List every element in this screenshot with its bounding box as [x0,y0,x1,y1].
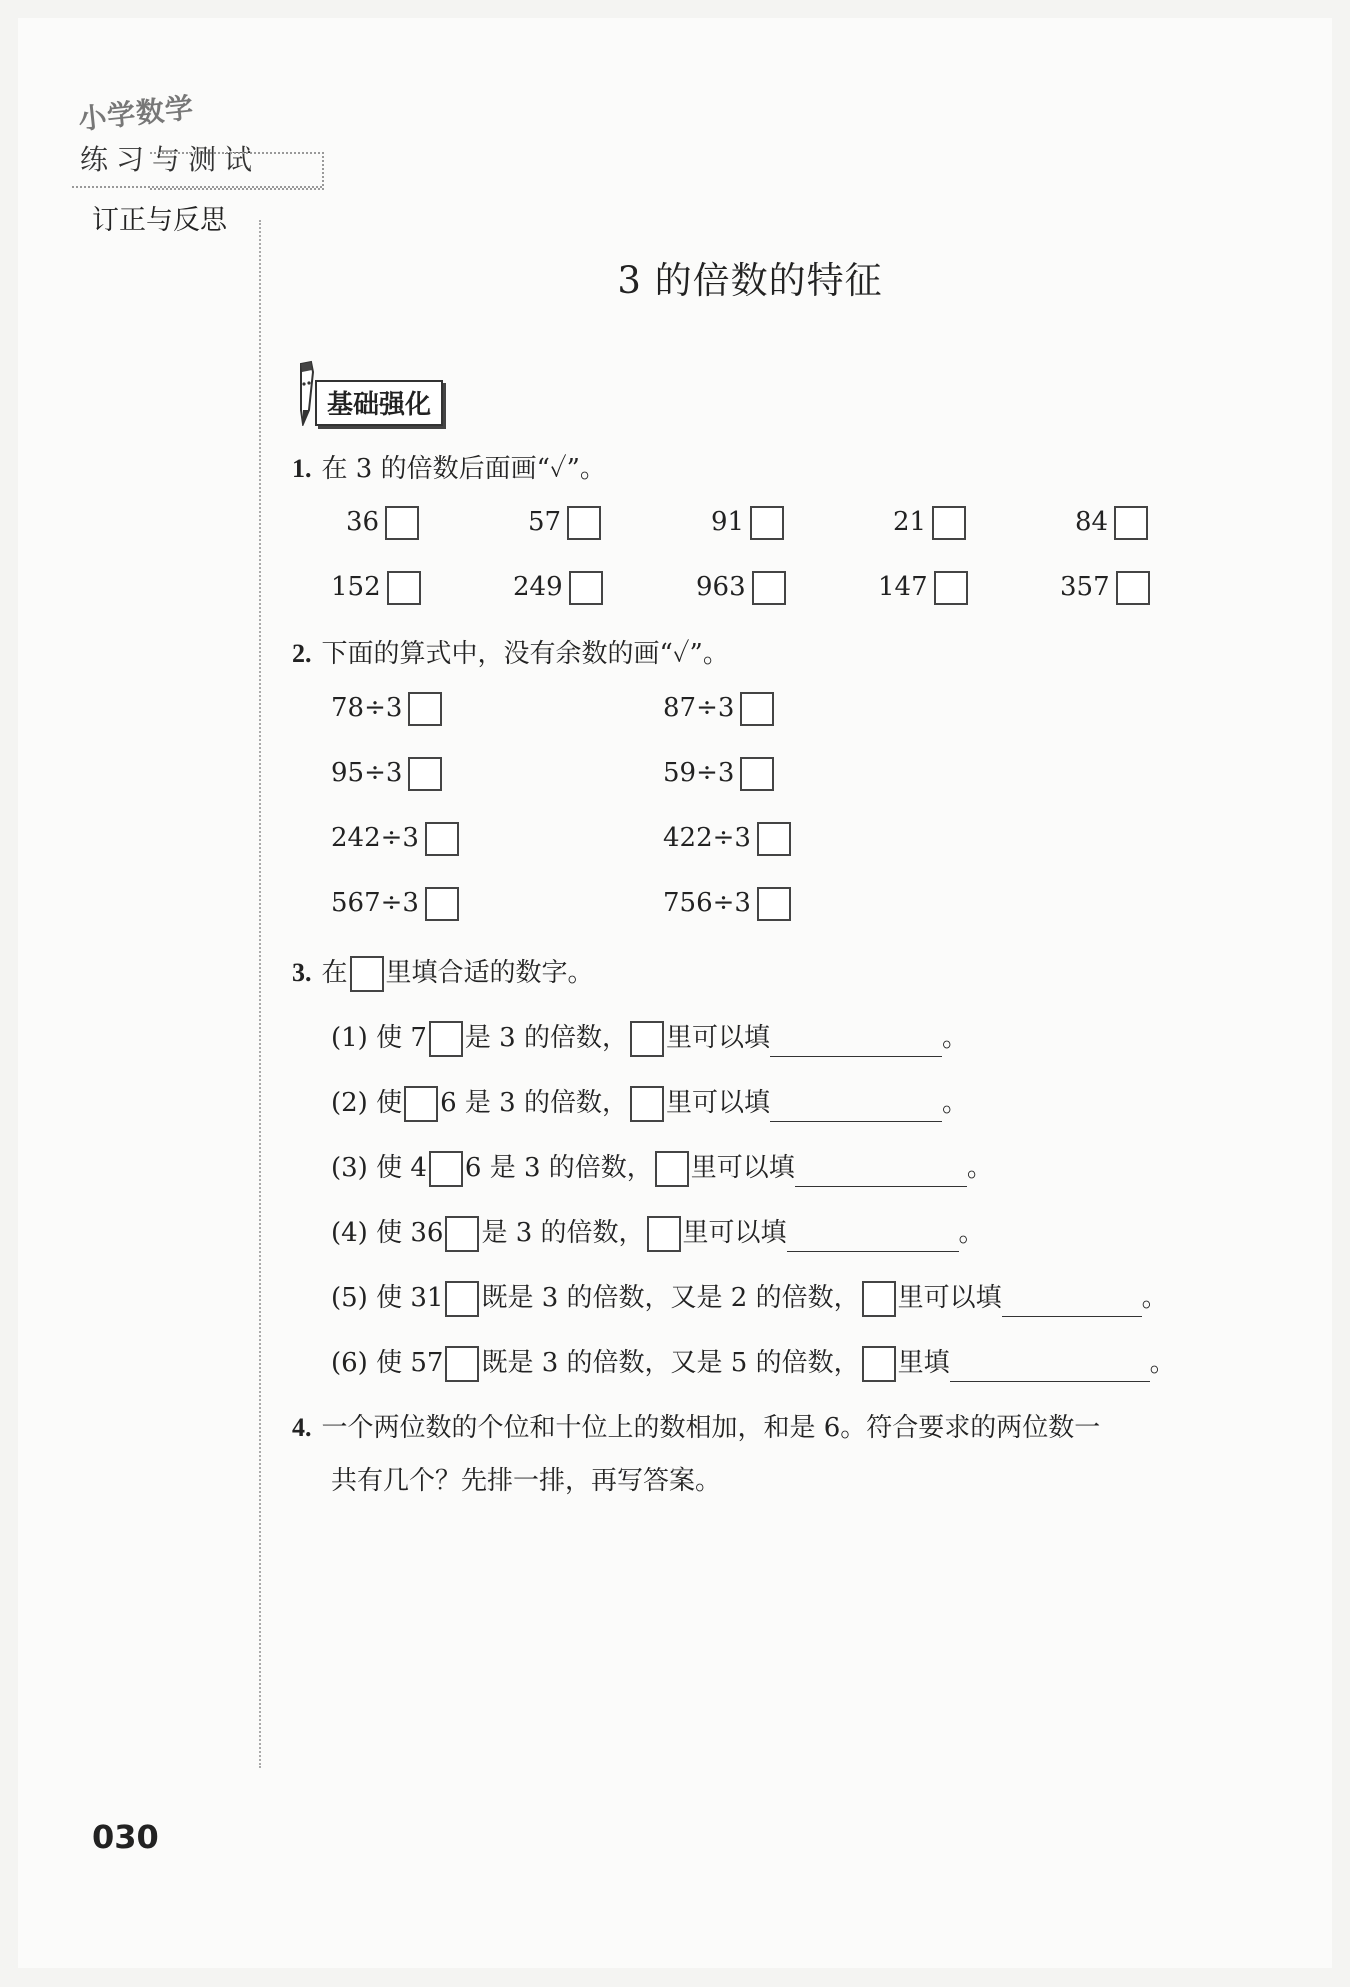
answer-blank[interactable] [1002,1290,1142,1317]
question-number: 3. [292,958,312,987]
q1-item [528,506,601,540]
question-3 [292,952,594,992]
question-text: 在 3 的倍数后面画“✓”。 [321,454,606,484]
answer-box[interactable] [385,506,419,540]
digit-box[interactable] [404,1086,438,1122]
question-text: 一个两位数的个位和十位上的数相加，和是 6。符合要求的两位数一 [321,1413,1101,1443]
page-title: 3 的倍数的特征 [617,259,883,302]
q1-number: 357 [1060,572,1110,602]
series-logo-main: 练习与测试 [80,143,261,176]
item-condition: 是 3 的倍数， [464,1023,628,1053]
answer-box[interactable] [425,822,459,856]
q1-item [1060,571,1150,605]
q1-item [513,571,603,605]
answer-box[interactable] [934,571,968,605]
answer-box[interactable] [752,571,786,605]
question-4 [292,1407,1100,1444]
item-end: 。 [966,1153,993,1183]
question-4-continued: 共有几个？先排一排，再写答案。 [331,1466,722,1496]
box-symbol [630,1086,664,1122]
workbook-page [18,18,1332,1968]
answer-box[interactable] [932,506,966,540]
item-label: (3) 使 4 [331,1153,427,1183]
answer-box[interactable] [569,571,603,605]
q1-item [331,571,421,605]
q1-number: 91 [711,507,745,537]
question-number: 1. [292,454,312,483]
item-label: (2) 使 [331,1088,403,1118]
answer-box[interactable] [1116,571,1150,605]
q1-number: 57 [528,507,562,537]
box-symbol [655,1151,689,1187]
item-condition: 既是 3 的倍数，又是 2 的倍数， [481,1283,860,1313]
item-end: 。 [958,1218,985,1248]
answer-box[interactable] [740,692,774,726]
pencil-icon [293,360,317,426]
answer-box[interactable] [425,887,459,921]
question-number: 2. [292,639,312,668]
q2-item [663,822,791,856]
q1-number: 36 [346,507,380,537]
q1-item [696,571,786,605]
box-symbol [862,1281,896,1317]
q1-item [878,571,968,605]
item-label: (5) 使 31 [331,1283,444,1313]
question-2 [292,633,729,670]
item-end: 。 [942,1023,969,1053]
question-text: 下面的算式中，没有余数的画“✓”。 [321,639,729,669]
item-fill-text: 里可以填 [665,1023,770,1053]
item-fill-text: 里可以填 [690,1153,795,1183]
item-end: 。 [1141,1283,1168,1313]
answer-blank[interactable] [770,1030,942,1057]
q1-item [1075,506,1148,540]
digit-box[interactable] [445,1281,479,1317]
q2-item [663,887,791,921]
division-expression: 95÷3 [331,758,403,788]
item-label: (1) 使 7 [331,1023,427,1053]
box-symbol [647,1216,681,1252]
answer-box[interactable] [750,506,784,540]
question-text-prefix: 在 [321,958,348,988]
answer-box[interactable] [757,822,791,856]
question-text-suffix: 里填合适的数字。 [385,958,594,988]
series-logo-divider [72,186,322,188]
division-expression: 78÷3 [331,693,403,723]
digit-box[interactable] [429,1021,463,1057]
q2-item [331,822,459,856]
q2-item [331,692,442,726]
digit-box[interactable] [445,1346,479,1382]
division-expression: 87÷3 [663,693,735,723]
q3-item-2 [331,1082,968,1122]
q1-item [711,506,784,540]
division-expression: 567÷3 [331,888,419,918]
margin-divider [259,220,261,1768]
q3-item-4 [331,1212,985,1252]
answer-blank[interactable] [795,1160,967,1187]
q2-item [663,757,774,791]
box-symbol [862,1346,896,1382]
series-logo-top: 小学数学 [76,91,196,136]
digit-box[interactable] [445,1216,479,1252]
page-number: 030 [92,1818,159,1856]
q2-item [663,692,774,726]
answer-box[interactable] [567,506,601,540]
series-logo-frame [150,152,324,190]
answer-box[interactable] [387,571,421,605]
q2-item [331,887,459,921]
item-fill-text: 里可以填 [666,1088,771,1118]
item-end: 。 [942,1088,969,1118]
q1-number: 84 [1075,507,1109,537]
box-symbol [350,956,384,992]
answer-box[interactable] [408,757,442,791]
division-expression: 59÷3 [663,758,735,788]
item-condition: 既是 3 的倍数，又是 5 的倍数， [481,1348,860,1378]
answer-box[interactable] [408,692,442,726]
division-expression: 242÷3 [331,823,419,853]
q3-item-3 [331,1147,993,1187]
item-fill-text: 里填 [897,1348,950,1378]
q1-number: 963 [696,572,746,602]
question-1 [292,448,606,485]
q1-number: 249 [513,572,563,602]
margin-column-label: 订正与反思 [92,205,227,236]
q1-number: 21 [893,507,927,537]
section-label: 基础强化 [315,380,443,426]
answer-blank[interactable] [770,1095,942,1122]
answer-box[interactable] [1114,506,1148,540]
division-expression: 422÷3 [663,823,751,853]
q3-item-1 [331,1017,968,1057]
answer-box[interactable] [757,887,791,921]
q1-number: 147 [878,572,928,602]
q3-item-6 [331,1342,1176,1382]
q3-item-5 [331,1277,1168,1317]
q1-item [346,506,419,540]
item-fill-text: 里可以填 [682,1218,787,1248]
division-expression: 756÷3 [663,888,751,918]
answer-blank[interactable] [950,1355,1150,1382]
item-label: (6) 使 57 [331,1348,444,1378]
box-symbol [630,1021,664,1057]
item-end: 。 [1149,1348,1176,1378]
item-condition: 是 3 的倍数， [481,1218,645,1248]
q1-item [893,506,966,540]
digit-box[interactable] [429,1151,463,1187]
item-condition: 6 是 3 的倍数， [440,1088,628,1118]
answer-box[interactable] [740,757,774,791]
q1-number: 152 [331,572,381,602]
item-fill-text: 里可以填 [897,1283,1002,1313]
item-condition: 6 是 3 的倍数， [464,1153,653,1183]
q2-item [331,757,442,791]
item-label: (4) 使 36 [331,1218,444,1248]
answer-blank[interactable] [787,1225,959,1252]
question-number: 4. [292,1413,312,1442]
